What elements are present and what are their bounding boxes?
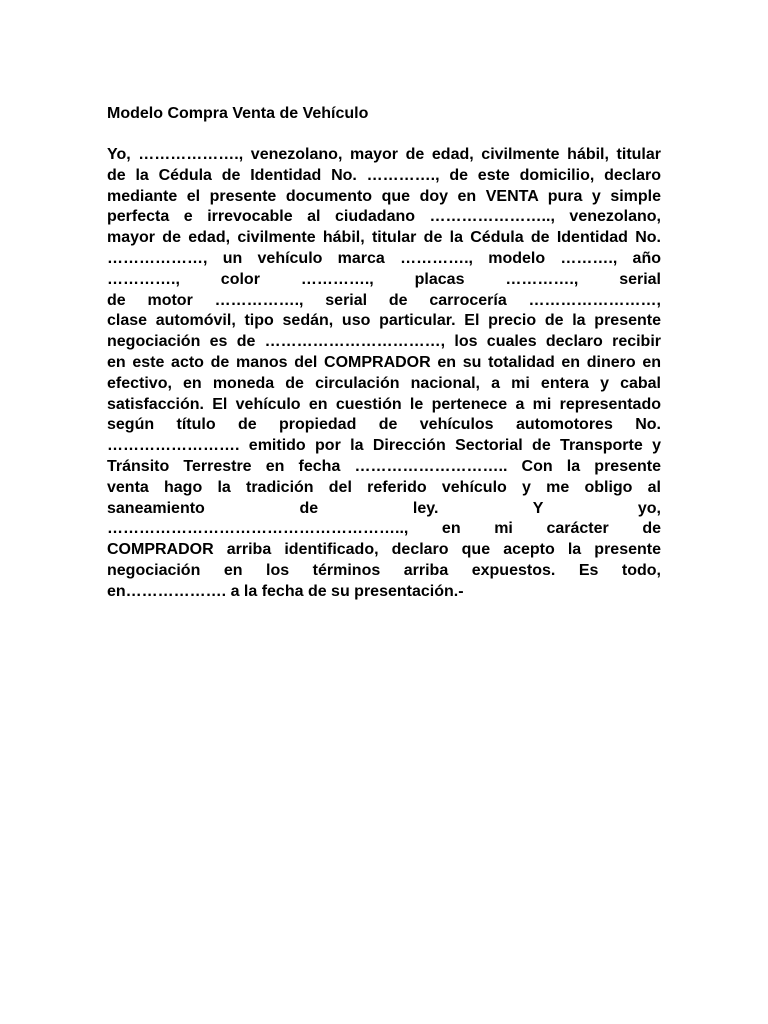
paragraph-line-17: venta hago la tradición del referido vehículo y me obligo al: [107, 478, 661, 496]
paragraph-line-8: de motor ……………., serial de carrocería ……………………,: [107, 291, 661, 309]
document-title: Modelo Compra Venta de Vehículo: [107, 105, 369, 122]
paragraph-line-7: …………., color …………., placas …………., serial: [107, 270, 661, 288]
paragraph-line-16: Tránsito Terrestre en fecha ……………………….. Con la presente: [107, 457, 661, 475]
paragraph-line-15: ……………………. emitido por la Dirección Sectorial de Transporte y: [107, 437, 661, 455]
paragraph-line-4: perfecta e irrevocable al ciudadano ………………….., venezolano,: [107, 208, 661, 226]
document-body: [107, 145, 661, 603]
paragraph-line-12: efectivo, en moneda de circulación nacional, a mi entera y cabal: [107, 374, 661, 392]
paragraph-line-2: de la Cédula de Identidad No. …………., de este domicilio, declaro: [107, 166, 661, 184]
paragraph-line-1: Yo, ………………., venezolano, mayor de edad, civilmente hábil, titular: [107, 146, 661, 163]
paragraph-line-3: mediante el presente documento que doy en VENTA pura y simple: [107, 187, 661, 205]
paragraph-line-19: ……………………………………………….., en mi carácter de: [107, 520, 661, 538]
paragraph-line-11: en este acto de manos del COMPRADOR en su totalidad en dinero en: [107, 353, 661, 371]
paragraph-line-10: negociación es de ……………………………, los cuales declaro recibir: [107, 333, 661, 351]
paragraph-line-14: según título de propiedad de vehículos automotores No.: [107, 416, 661, 434]
paragraph-line-20: COMPRADOR arriba identificado, declaro que acepto la presente: [107, 541, 661, 559]
paragraph-line-6: ………………, un vehículo marca …………., modelo ………., año: [107, 249, 661, 267]
paragraph-line-9: clase automóvil, tipo sedán, uso particular. El precio de la presente: [107, 312, 661, 330]
paragraph-line-5: mayor de edad, civilmente hábil, titular de la Cédula de Identidad No.: [107, 229, 661, 247]
paragraph-line-21: negociación en los términos arriba expuestos. Es todo,: [107, 561, 661, 579]
paragraph-line-18: saneamiento de ley. Y yo,: [107, 499, 661, 517]
paragraph-line-22: en………………. a la fecha de su presentación.-: [107, 582, 464, 600]
paragraph-line-13: satisfacción. El vehículo en cuestión le pertenece a mi representado: [107, 395, 661, 413]
